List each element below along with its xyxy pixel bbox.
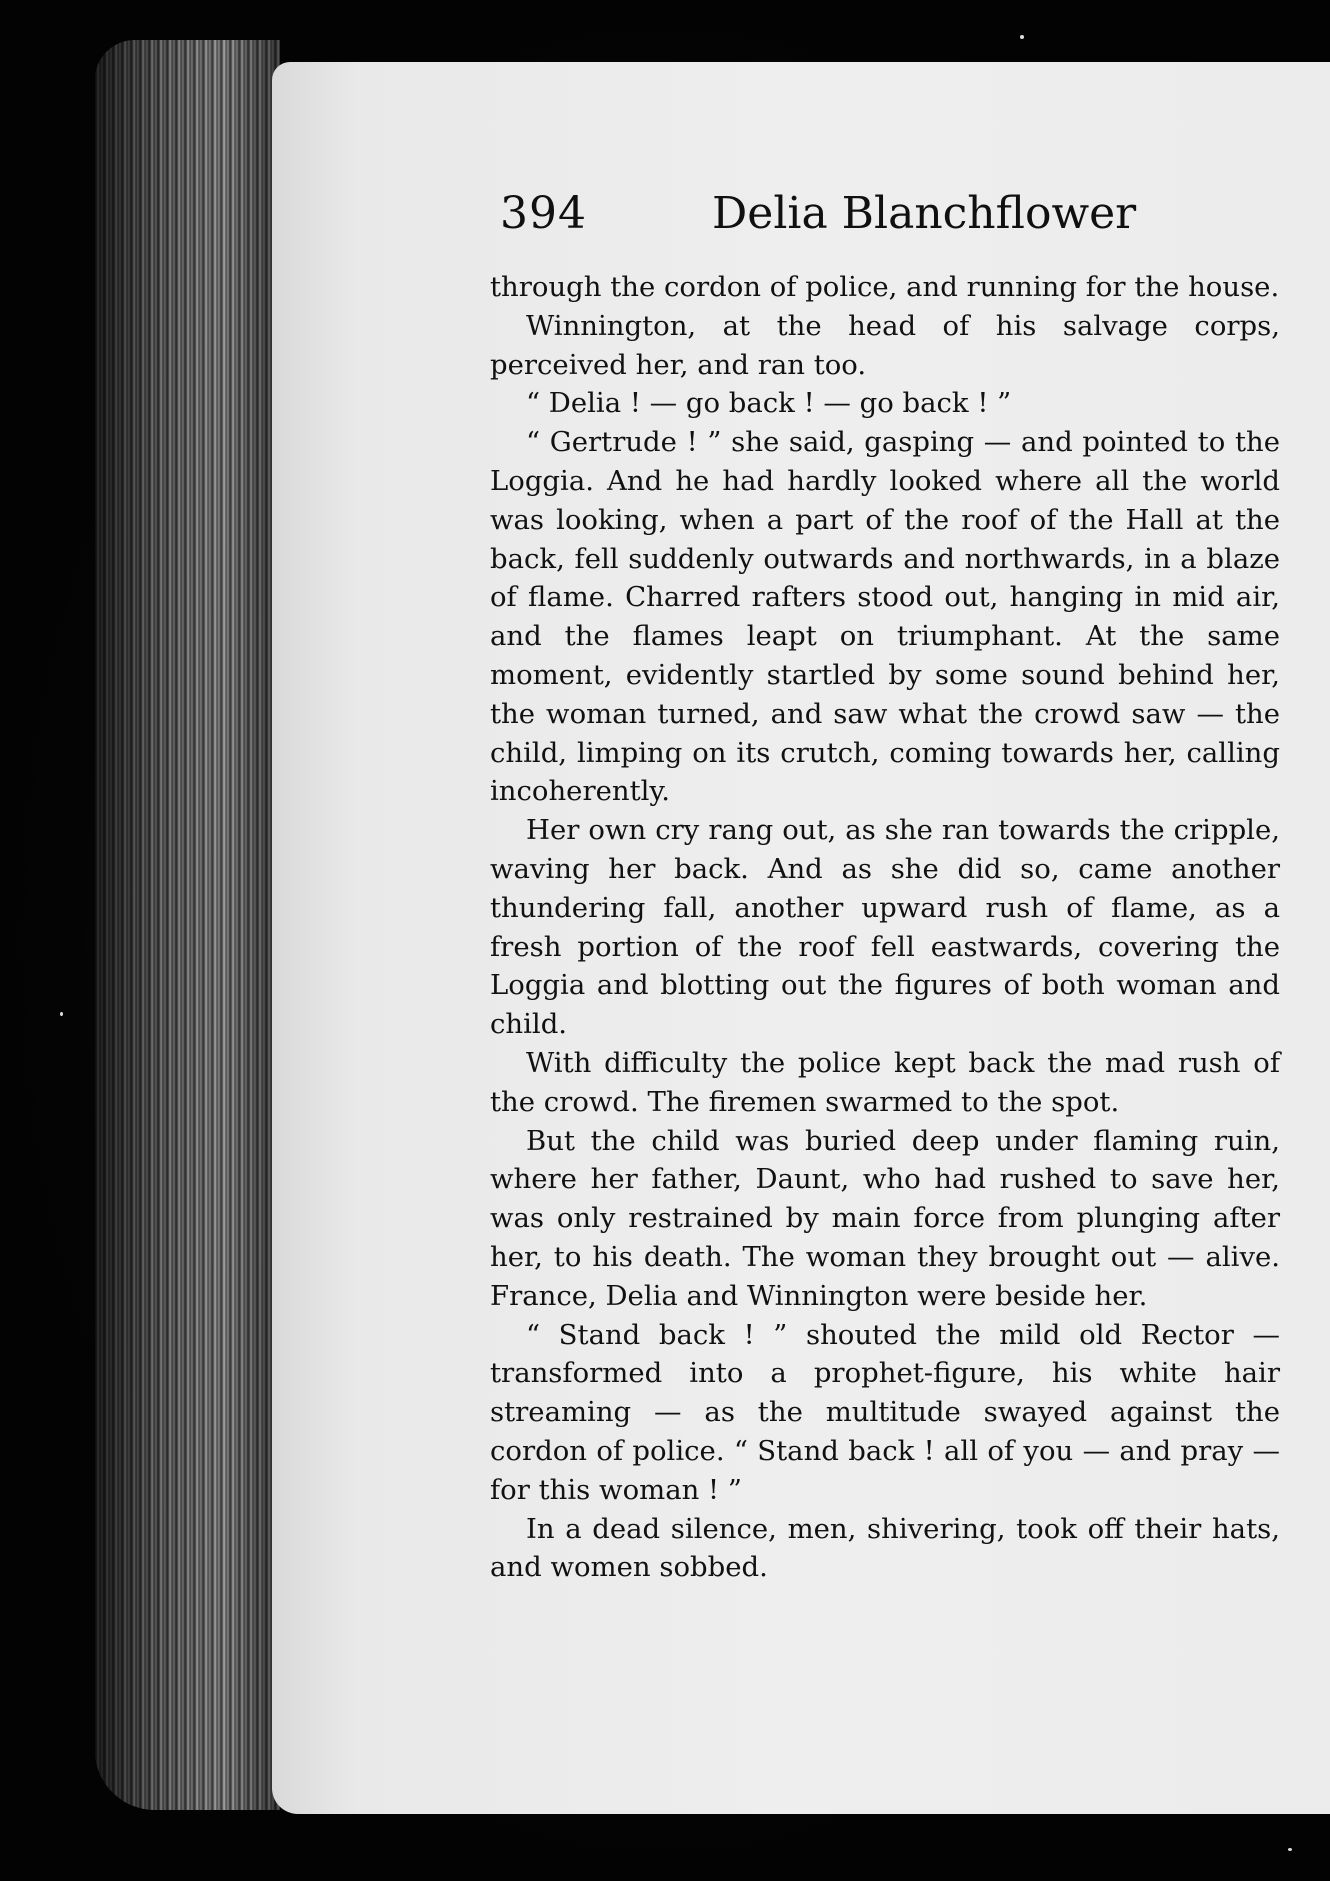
body-text bbox=[490, 268, 1280, 1587]
paragraph-2: Winnington, at the head of his salvage corps, perceived her, and ran too. bbox=[490, 309, 1280, 381]
paragraph-4: “ Gertrude ! ” she said, gasping — and pointed to the Loggia. And he had hardly looked where all the world was looking, when a part of the roof of the Hall at the back, fell suddenly outwards and northwards, in a blaze of flame. Charred rafters stood out, hanging in mid air, and the flames leapt on triumphant. At the same moment, evidently startled by some sound behind her, the woman turned, and saw what the crowd saw — the child, limping on its crutch, coming towards her, calling incoherently. bbox=[490, 426, 1280, 808]
scan-speck bbox=[60, 1012, 63, 1016]
scan-speck bbox=[1020, 35, 1024, 39]
page-header bbox=[500, 188, 1280, 258]
scan-speck bbox=[1288, 1848, 1292, 1851]
paragraph-8: “ Stand back ! ” shouted the mild old Rector — transformed into a prophet-figure, his white hair streaming — as the multitude swayed against the cordon of police. “ Stand back ! all of you — and pray — for this woman ! ” bbox=[490, 1318, 1280, 1506]
book-page-edges bbox=[95, 40, 280, 1810]
paragraph-5: Her own cry rang out, as she ran towards the cripple, waving her back. And as she did so, came another thundering fall, another upward rush of flame, as a fresh portion of the roof fell eastwards, covering the Loggia and blotting out the figures of both woman and child. bbox=[490, 814, 1280, 1041]
paragraph-7: But the child was buried deep under flaming ruin, where her father, Daunt, who had rushed to save her, was only restrained by main force from plunging after her, to his death. The woman they brought out — alive. France, Delia and Winnington were beside her. bbox=[490, 1124, 1280, 1312]
paragraph-9: In a dead silence, men, shivering, took off their hats, and women sobbed. bbox=[490, 1512, 1280, 1584]
paragraph-3: “ Delia ! — go back ! — go back ! ” bbox=[526, 387, 1012, 420]
running-head: Delia Blanchflower bbox=[712, 188, 1137, 239]
paragraph-6: With difficulty the police kept back the mad rush of the crowd. The firemen swarmed to the spot. bbox=[490, 1046, 1280, 1118]
page-number: 394 bbox=[500, 188, 587, 239]
paragraph-1: through the cordon of police, and running for the house. bbox=[490, 271, 1280, 303]
